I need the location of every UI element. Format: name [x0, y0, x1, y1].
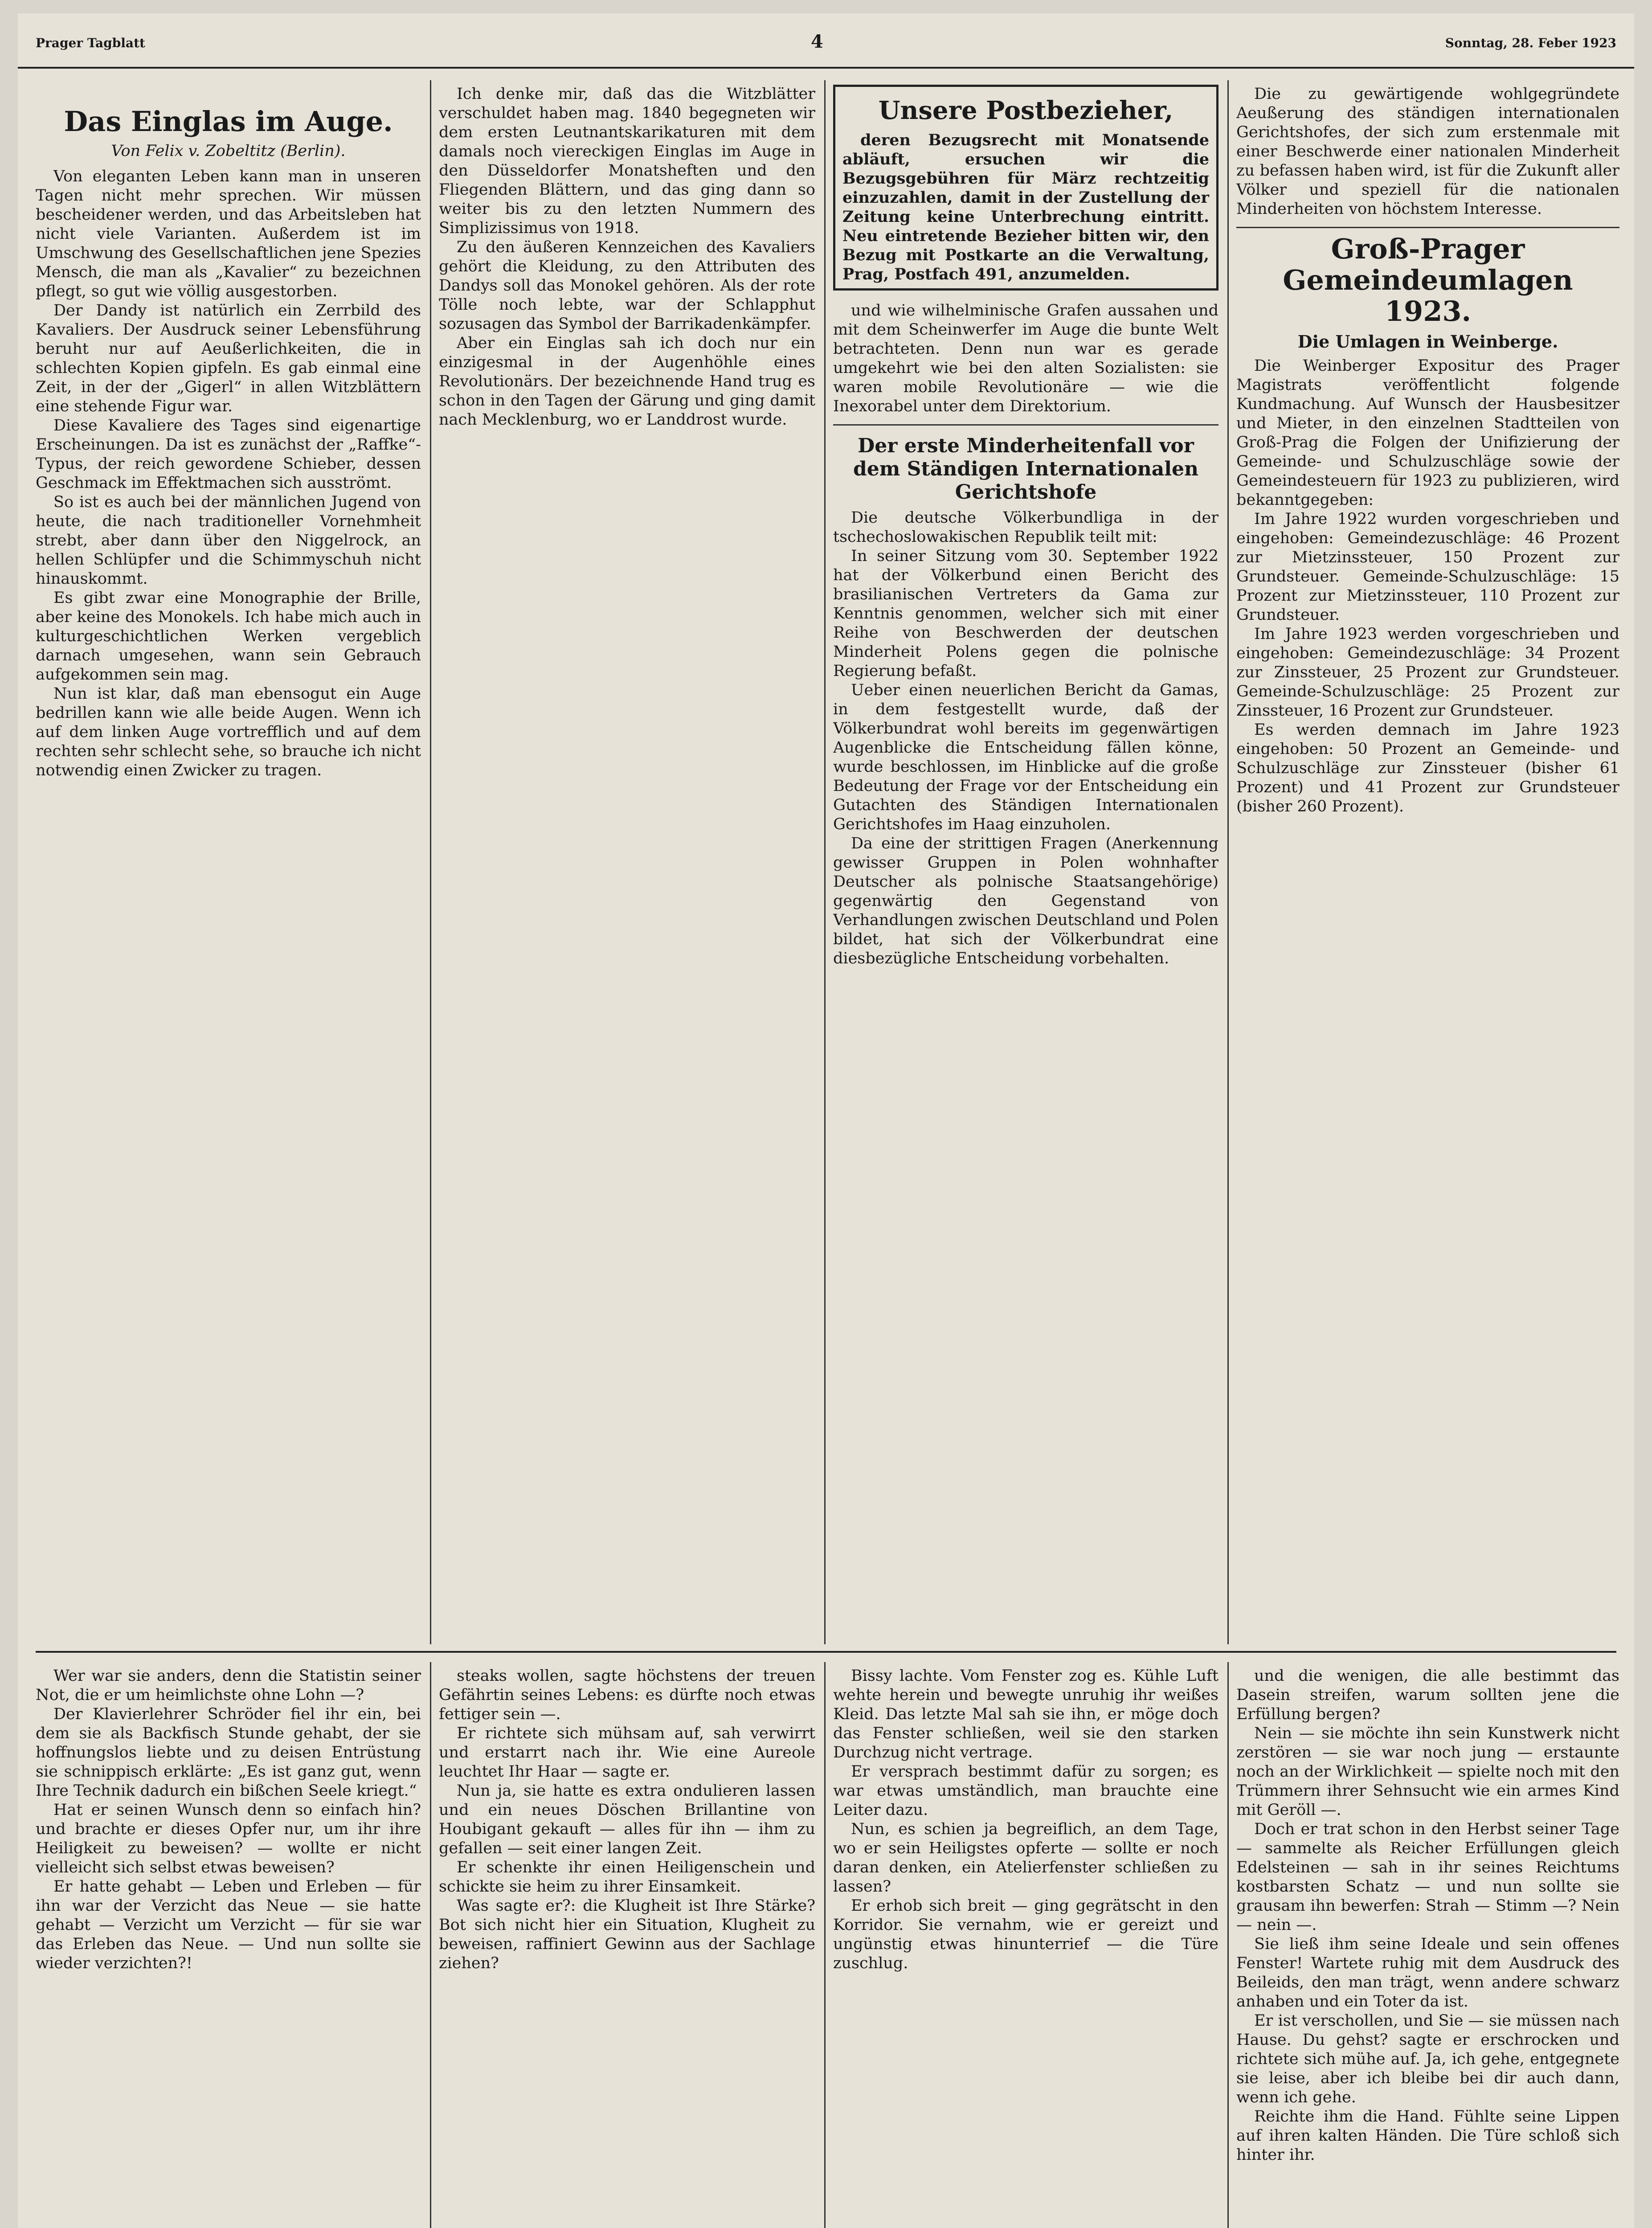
issue-date: Sonntag, 28. Feber 1923 — [1445, 36, 1616, 50]
paragraph: Der Dandy ist natürlich ein Zerrbild des Kavaliers. Der Ausdruck seiner Lebensführung beruht nur auf Aeußerlichkeiten, die in schlechten Kopien gipfeln. Es gab einmal eine Zeit, in der der „Gigerl“ in allen Witzblättern eine stehende Figur war. — [36, 302, 421, 415]
feuilleton-col-1 — [36, 1667, 421, 2228]
newspaper-page — [18, 13, 1634, 2228]
paragraph: Er schenkte ihr einen Heiligenschein und schickte sie heim zu ihrer Einsamkeit. — [439, 1859, 815, 1896]
column-four — [1236, 85, 1619, 1635]
paragraph: Er richtete sich mühsam auf, sah verwirrt und erstarrt nach ihr. Wie eine Aureole leuchtet Ihr Haar — sagte er. — [439, 1724, 815, 1781]
paragraph: Es werden demnach im Jahre 1923 eingehoben: 50 Prozent an Gemeinde- und Schulzuschläge zur Zinssteuer (bisher 61 Prozent) und 41 Prozent zur Grundsteuer (bisher 260 Prozent). — [1236, 721, 1619, 815]
column-rule — [1227, 80, 1229, 1644]
column-three — [833, 85, 1219, 1635]
paragraph: Ich denke mir, daß das die Witzblätter verschuldet haben mag. 1840 begegneten wir dem ersten Leutnantskarikaturen mit dem damals noch viereckigen Einglas im Auge in den Düsseldorfer Monatsheften und den Fliegenden Blättern, und das ging dann so weiter bis zu den letzten Nummern des Simplizissimus von 1918. — [439, 85, 815, 237]
page-number: 4 — [811, 31, 823, 52]
article-title: Groß-Prager Gemeindeumlagen 1923. — [1283, 233, 1573, 328]
article-title: Das Einglas im Auge. — [64, 105, 393, 138]
paragraph: Im Jahre 1922 wurden vorgeschrieben und eingehoben: Gemeindezuschläge: 46 Prozent zur Mietzinssteuer, 150 Prozent zur Grundsteuer. Gemeinde-Schulzuschläge: 15 Prozent zur Mietzinssteuer, 110 Prozent zur Grundsteuer. — [1236, 510, 1619, 624]
article-title: Der erste Minderheitenfall vor dem Ständigen Internationalen Gerichtshofe — [853, 434, 1198, 504]
paragraph: Nun ja, sie hatte es extra ondulieren lassen und ein neues Döschen Brillantine von Houbigant gekauft — alles für ihn — ihm zu gefallen — seit einer langen Zeit. — [439, 1782, 815, 1857]
paragraph: Er ist verschollen, und Sie — sie müssen nach Hause. Du gehst? sagte er erschrocken und richtete sich mühe auf. Ja, ich gehe, entgegnete sie leise, aber ich bleibe bei dir auch dann, wenn ich gehe. — [1236, 2012, 1619, 2106]
paragraph: Bissy lachte. Vom Fenster zog es. Kühle Luft wehte herein und bewegte unruhig ihr weißes Kleid. Das letzte Mal sah sie ihn, er möge doch das Fenster schließen, weil sie den starken Durchzug nicht vertrage. — [833, 1667, 1219, 1761]
paragraph: Aber ein Einglas sah ich doch nur ein einzigesmal in der Augenhöhle eines Revolutionärs. Der bezeichnende Hand trug es schon in den Tagen der Gärung und ging damit nach Mecklenburg, wo er Landdrost wurde. — [439, 334, 815, 429]
paper-name: Prager Tagblatt — [36, 36, 145, 50]
paragraph: Die deutsche Völkerbundliga in der tschechoslowakischen Republik teilt mit: — [833, 509, 1219, 546]
feuilleton-col-3 — [833, 1667, 1219, 2228]
article-subtitle: Die Umlagen in Weinberge. — [1297, 332, 1558, 352]
paragraph: In seiner Sitzung vom 30. September 1922 hat der Völkerbund einen Bericht des brasilianischen Vertreters da Gama zur Kenntnis genommen, welcher sich mit einer Reihe von Beschwerden der deutschen Minderheit Polens gegen die polnische Regierung befaßt. — [833, 547, 1219, 680]
article-einglas — [36, 102, 421, 1635]
paragraph: So ist es auch bei der männlichen Jugend von heute, die nach traditioneller Vornehmheit strebt, aber dann über den Niggelrock, an hellen Schlüpfer und die Schimmyschuh nicht hinauskommt. — [36, 493, 421, 588]
feuilleton-col-2 — [439, 1667, 815, 2228]
feuilleton-col-4 — [1236, 1667, 1619, 2228]
page-header — [18, 13, 1634, 69]
paragraph: Zu den äußeren Kennzeichen des Kavaliers gehört die Kleidung, zu den Attributen des Dandys soll das Monokel gehören. Als der rote Tölle noch lebte, war der Schlapphut sozusagen das Symbol der Barrikadenkämpfer. — [439, 238, 815, 333]
paragraph: Er versprach bestimmt dafür zu sorgen; es war etwas umständlich, man brauchte eine Leiter dazu. — [833, 1763, 1219, 1819]
notice-text: deren Bezugsrecht mit Monatsende abläuft, ersuchen wir die Bezugsgebühren für März rechtzeitig einzuzahlen, damit in der Zustellung der Zeitung keine Unterbrechung eintritt. Neu eintretende Bezieher bitten wir, den Bezug mit Postkarte an die Verwaltung, Prag, Postfach 491, anzumelden. — [842, 131, 1209, 283]
paragraph: und die wenigen, die alle bestimmt das Dasein streifen, warum sollten jene die Erfüllung bergen? — [1236, 1667, 1619, 1723]
paragraph: Nun, es schien ja begreiflich, an dem Tage, wo er sein Heiligstes opferte — sollte er noch daran denken, ein Atelierfenster schließen zu lassen? — [833, 1820, 1219, 1896]
subscriber-notice-box — [833, 85, 1219, 291]
paragraph: Der Klavierlehrer Schröder fiel ihr ein, bei dem sie als Backfisch Stunde gehabt, der sie hoffnungslos liebte und zu deisen Entrüstung sie schnippisch erklärte: „Es ist ganz gut, wenn Ihre Technik dadurch ein bißchen Seele kriegt.“ — [36, 1705, 421, 1800]
separator — [833, 424, 1219, 426]
article-einglas-continued — [439, 85, 815, 1635]
paragraph: Die zu gewärtigende wohlgegründete Aeußerung des ständigen internationalen Gerichtshofes, der sich zum erstenmale mit einer Beschwerde einer nationalen Minderheit zu befassen haben wird, ist für die Zukunft aller Völker und speziell für die nationalen Minderheiten von höchstem Interesse. — [1236, 85, 1619, 218]
paragraph: Er hatte gehabt — Leben und Erleben — für ihn war der Verzicht das Neue — sie hatte gehabt — Verzicht um Verzicht — für sie war das Erleben das Neue. — Und nun sollte sie wieder verzichten?! — [36, 1878, 421, 1972]
paragraph: Von eleganten Leben kann man in unseren Tagen nicht mehr sprechen. Wir müssen bescheidener werden, und das Arbeitsleben hat nicht viele Varianten. Außerdem ist im Umschwung des Gesellschaftlichen jene Spezies Mensch, die man als „Kavalier“ zu bezeichnen pflegt, so gut wie völlig ausgestorben. — [36, 168, 421, 300]
paragraph: Hat er seinen Wunsch denn so einfach hin? und brachte er dieses Opfer nur, um ihr ihre Heiligkeit zu beweisen? — wollte er nicht vielleicht sich selbst etwas beweisen? — [36, 1801, 421, 1876]
paragraph: und wie wilhelminische Grafen aussahen und mit dem Scheinwerfer im Auge die bunte Welt betrachteten. Denn nun war es gerade umgekehrt wie bei den alten Sozialisten: sie waren mobile Revolutionäre — wie die Inexorabel unter dem Direktorium. — [833, 302, 1219, 415]
article-byline: Von Felix v. Zobeltitz (Berlin). — [111, 142, 346, 160]
paragraph: Es gibt zwar eine Monographie der Brille, aber keine des Monokels. Ich habe mich auch in kulturgeschichtlichen Werken vergeblich darnach umgesehen, wann sein Gebrauch aufgekommen sein mag. — [36, 589, 421, 684]
column-rule — [824, 80, 826, 1644]
paragraph: Er erhob sich breit — ging gegrätscht in den Korridor. Sie vernahm, wie er gereizt und ungünstig etwas hinunterrief — die Türe zuschlug. — [833, 1897, 1219, 1972]
column-rule — [430, 80, 431, 1644]
paragraph: Reichte ihm die Hand. Fühlte seine Lippen auf ihren kalten Händen. Die Türe schloß sich hinter ihr. — [1236, 2108, 1619, 2164]
column-rule — [824, 1662, 826, 2228]
separator — [1236, 227, 1619, 228]
paragraph: Da eine der strittigen Fragen (Anerkennung gewisser Gruppen in Polen wohnhafter Deutscher als polnische Staatsangehörige) gegenwärtig den Gegenstand von Verhandlungen zwischen Deutschland und Polen bildet, hat sich der Völkerbundrat eine diesbezügliche Entscheidung vorbehalten. — [833, 835, 1219, 967]
paragraph: Doch er trat schon in den Herbst seiner Tage — sammelte als Reicher Erfüllungen gleich Edelsteinen — sah in ihr seines Reichtums kostbarsten Schatz — und nun sollte sie grausam ihn bewerfen: Strah — Stimm —? Nein — nein —. — [1236, 1820, 1619, 1934]
paragraph: Diese Kavaliere des Tages sind eigenartige Erscheinungen. Da ist es zunächst der „Raffke“-Typus, der reich gewordene Schieber, dessen Geschmack im Effektmachen sich ausströmt. — [36, 417, 421, 492]
paragraph: Ueber einen neuerlichen Bericht da Gamas, in dem festgestellt wurde, daß der Völkerbundrat wohl bereits im gegenwärtigen Augenblicke die Entscheidung fällen könne, wurde beschlossen, im Hinblicke auf die große Bedeutung der Frage vor der Entscheidung ein Gutachten des Ständigen Internationalen Gerichtshofes im Haag einzuholen. — [833, 681, 1219, 833]
paragraph: Sie ließ ihm seine Ideale und sein offenes Fenster! Wartete ruhig mit dem Ausdruck des Beileids, den man trägt, wenn andere schwarz anhaben und ein Toter da ist. — [1236, 1935, 1619, 2011]
paragraph: Die Weinberger Expositur des Prager Magistrats veröffentlicht folgende Kundmachung. Auf Wunsch der Hausbesitzer und Mieter, in den einzelnen Stadtteilen von Groß-Prag die Folgen der Unifizierung der Gemeinde- und Schulzuschläge sowie der Gemeindesteuern für 1923 zu publizieren, wird bekanntgegeben: — [1236, 357, 1619, 509]
column-rule — [430, 1662, 431, 2228]
paragraph: Nun ist klar, daß man ebensogut ein Auge bedrillen kann wie alle beide Augen. Wenn ich auf dem linken Auge vortrefflich und auf dem rechten sehr schlecht sehe, so brauche ich nicht notwendig einen Zwicker zu tragen. — [36, 685, 421, 779]
notice-title: Unsere Postbezieher, — [878, 96, 1174, 125]
section-divider — [36, 1651, 1616, 1653]
paragraph: Was sagte er?: die Klugheit ist Ihre Stärke? Bot sich nicht hier ein Situation, Klugheit zu beweisen, raffiniert Gewinn aus der Sachlage ziehen? — [439, 1897, 815, 1972]
column-rule — [1227, 1662, 1229, 2228]
paragraph: Wer war sie anders, denn die Statistin seiner Not, die er um heimlichste ohne Lohn —? — [36, 1667, 421, 1704]
paragraph: Nein — sie möchte ihn sein Kunstwerk nicht zerstören — sie war noch jung — erstaunte noch an der Wirklichkeit — spielte noch mit den Trümmern ihrer Sehnsucht wie ein armes Kind mit Geröll —. — [1236, 1724, 1619, 1819]
paragraph: Im Jahre 1923 werden vorgeschrieben und eingehoben: Gemeindezuschläge: 34 Prozent zur Zinssteuer, 25 Prozent zur Grundsteuer. Gemeinde-Schulzuschläge: 25 Prozent zur Zinssteuer, 16 Prozent zur Grundsteuer. — [1236, 625, 1619, 720]
paragraph: steaks wollen, sagte höchstens der treuen Gefährtin seines Lebens: es dürfte noch etwas fettiger sein —. — [439, 1667, 815, 1723]
